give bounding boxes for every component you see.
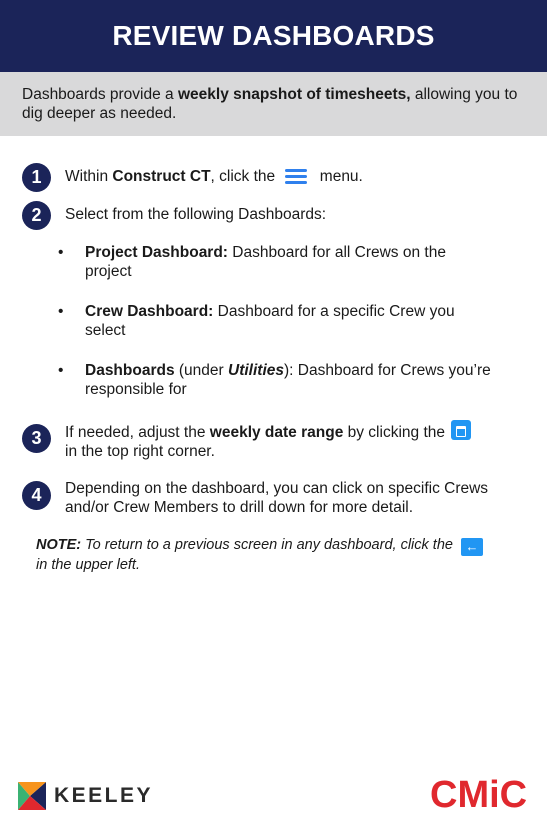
intro-text-after: allowing you to dig deeper as needed. bbox=[22, 86, 518, 122]
note-text: To return to a previous screen in any dashboard, click the bbox=[81, 537, 453, 553]
keeley-logo bbox=[18, 782, 153, 810]
intro-text-before: Dashboards provide a bbox=[22, 86, 178, 103]
intro-band bbox=[0, 72, 547, 136]
bullet-desc: Dashboard for all Crews on the project bbox=[85, 244, 446, 280]
bullet-mid: (under bbox=[174, 362, 229, 379]
step-1-bold: Construct CT bbox=[112, 168, 211, 185]
step-number-3: 3 bbox=[22, 424, 51, 453]
bullet-bold-italic: Utilities bbox=[228, 362, 284, 379]
step-3-after: in the top right corner. bbox=[65, 443, 215, 460]
bullet-text bbox=[85, 302, 495, 340]
bullet-text bbox=[85, 361, 495, 399]
bullet-bold: Dashboards bbox=[85, 362, 175, 379]
bullet-bold: Crew Dashboard: bbox=[85, 303, 214, 320]
step-2-text: Select from the following Dashboards: bbox=[65, 206, 327, 223]
bullet-marker: • bbox=[58, 362, 64, 379]
step-1-text bbox=[65, 167, 525, 186]
header-banner bbox=[0, 0, 547, 72]
step-number-2: 2 bbox=[22, 201, 51, 230]
back-arrow-icon: ← bbox=[461, 538, 483, 556]
step-1-middle: , click the bbox=[210, 168, 276, 185]
bullet-bold: Project Dashboard: bbox=[85, 244, 228, 261]
step-3-middle: by clicking the bbox=[343, 424, 445, 441]
note bbox=[36, 536, 536, 575]
bullet-text bbox=[85, 243, 495, 281]
step-1-before: Within bbox=[65, 168, 113, 185]
keeley-wordmark: KEELEY bbox=[54, 784, 154, 807]
intro-bold: weekly snapshot of timesheets, bbox=[177, 86, 411, 103]
cmic-logo: CMiC bbox=[430, 774, 528, 816]
calendar-icon bbox=[451, 420, 471, 440]
step-number-4: 4 bbox=[22, 481, 51, 510]
page-title: REVIEW DASHBOARDS bbox=[112, 20, 435, 51]
bullet-desc: Dashboard for a specific Crew you select bbox=[85, 303, 455, 339]
step-3-text bbox=[65, 420, 525, 461]
bullet-marker: • bbox=[58, 303, 64, 320]
step-1-after: menu. bbox=[319, 168, 363, 185]
bullet-desc: ): Dashboard for Crews you’re responsible for bbox=[85, 362, 491, 398]
bullet-marker: • bbox=[58, 244, 64, 261]
step-4-text: Depending on the dashboard, you can click on specific Crews and/or Crew Members to drill down for more detail. bbox=[65, 480, 489, 516]
step-3-before: If needed, adjust the bbox=[65, 424, 210, 441]
note-after: in the upper left. bbox=[36, 556, 140, 573]
keeley-mark-icon bbox=[18, 782, 46, 810]
step-number-1: 1 bbox=[22, 163, 51, 192]
note-label: NOTE: bbox=[36, 537, 82, 553]
hamburger-menu-icon bbox=[283, 167, 309, 185]
step-3-bold: weekly date range bbox=[209, 424, 344, 441]
